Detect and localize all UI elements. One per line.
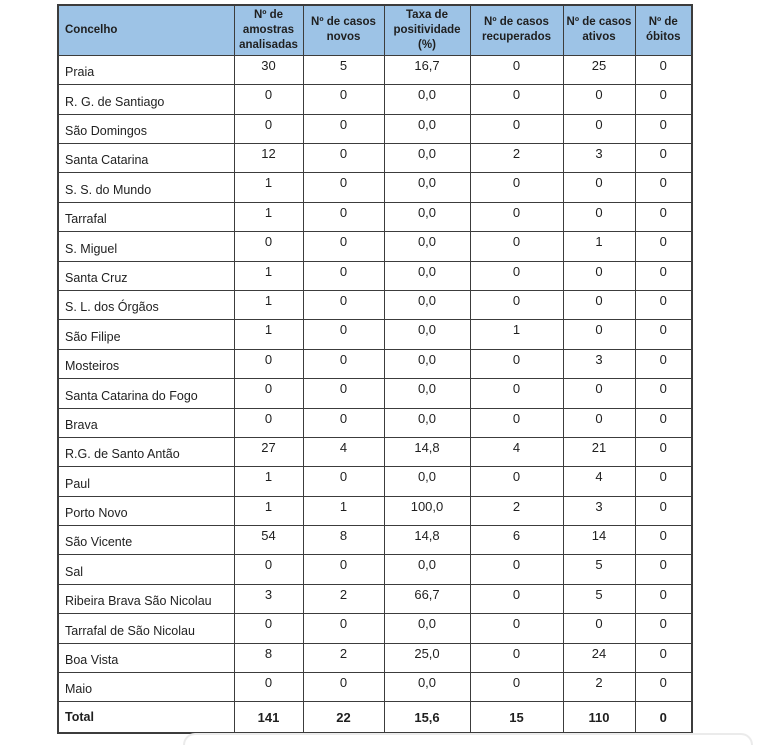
value-cell: 4	[470, 437, 563, 466]
value-cell: 1	[563, 232, 635, 261]
column-header-5: Nº de casos ativos	[563, 5, 635, 55]
value-cell: 0	[635, 643, 692, 672]
value-cell: 25	[563, 55, 635, 84]
value-cell: 3	[234, 584, 303, 613]
value-cell: 0	[303, 173, 384, 202]
value-cell: 0	[635, 467, 692, 496]
value-cell: 0	[470, 290, 563, 319]
value-cell: 14,8	[384, 526, 470, 555]
value-cell: 0	[563, 379, 635, 408]
value-cell: 0	[470, 643, 563, 672]
value-cell: 6	[470, 526, 563, 555]
value-cell: 0,0	[384, 379, 470, 408]
value-cell: 8	[303, 526, 384, 555]
value-cell: 0	[470, 85, 563, 114]
table-row	[58, 408, 692, 437]
value-cell: 0,0	[384, 555, 470, 584]
value-cell: 0	[563, 320, 635, 349]
table-body	[58, 55, 692, 733]
concelho-cell: São Filipe	[58, 320, 234, 349]
table-row	[58, 643, 692, 672]
table-row	[58, 496, 692, 525]
value-cell: 0	[470, 584, 563, 613]
value-cell: 4	[303, 437, 384, 466]
concelho-cell: Porto Novo	[58, 496, 234, 525]
value-cell: 0	[470, 232, 563, 261]
concelho-cell: Brava	[58, 408, 234, 437]
value-cell: 0	[303, 85, 384, 114]
value-cell: 0	[234, 408, 303, 437]
value-cell: 0	[635, 55, 692, 84]
table-row	[58, 349, 692, 378]
value-cell: 0	[303, 349, 384, 378]
value-cell: 21	[563, 437, 635, 466]
value-cell: 2	[303, 584, 384, 613]
concelho-cell: Maio	[58, 673, 234, 702]
concelho-cell: Praia	[58, 55, 234, 84]
value-cell: 0,0	[384, 114, 470, 143]
value-cell: 1	[234, 173, 303, 202]
value-cell: 0	[635, 202, 692, 231]
value-cell: 1	[234, 320, 303, 349]
concelho-cell: Total	[58, 702, 234, 733]
value-cell: 14	[563, 526, 635, 555]
value-cell: 0,0	[384, 349, 470, 378]
value-cell: 8	[234, 643, 303, 672]
column-header-0: Concelho	[58, 5, 234, 55]
value-cell: 0	[234, 114, 303, 143]
value-cell: 3	[563, 349, 635, 378]
column-header-2: Nº de casos novos	[303, 5, 384, 55]
column-header-6: Nº de óbitos	[635, 5, 692, 55]
value-cell: 0	[303, 614, 384, 643]
value-cell: 0,0	[384, 320, 470, 349]
value-cell: 30	[234, 55, 303, 84]
value-cell: 1	[234, 202, 303, 231]
concelho-cell: Santa Catarina do Fogo	[58, 379, 234, 408]
value-cell: 16,7	[384, 55, 470, 84]
value-cell: 0	[635, 349, 692, 378]
value-cell: 0	[635, 702, 692, 733]
table-row	[58, 379, 692, 408]
concelho-cell: S. L. dos Órgãos	[58, 290, 234, 319]
concelho-cell: Ribeira Brava São Nicolau	[58, 584, 234, 613]
table-row	[58, 261, 692, 290]
concelho-cell: Paul	[58, 467, 234, 496]
concelho-cell: Sal	[58, 555, 234, 584]
value-cell: 0,0	[384, 408, 470, 437]
value-cell: 0,0	[384, 143, 470, 172]
value-cell: 0,0	[384, 673, 470, 702]
value-cell: 0	[303, 555, 384, 584]
value-cell: 0	[234, 673, 303, 702]
table-row	[58, 290, 692, 319]
value-cell: 0	[470, 467, 563, 496]
value-cell: 0	[234, 555, 303, 584]
concelho-cell: S. Miguel	[58, 232, 234, 261]
value-cell: 0	[635, 584, 692, 613]
concelhos-table	[57, 4, 693, 734]
table-row	[58, 55, 692, 84]
concelho-cell: São Domingos	[58, 114, 234, 143]
value-cell: 0	[303, 408, 384, 437]
table-row	[58, 85, 692, 114]
value-cell: 0	[563, 114, 635, 143]
value-cell: 0	[303, 232, 384, 261]
value-cell: 5	[303, 55, 384, 84]
value-cell: 2	[470, 496, 563, 525]
value-cell: 0	[635, 232, 692, 261]
table-row	[58, 584, 692, 613]
page-card-edge	[183, 733, 753, 745]
value-cell: 0	[470, 173, 563, 202]
value-cell: 14,8	[384, 437, 470, 466]
value-cell: 0	[470, 379, 563, 408]
column-header-3: Taxa de positividade (%)	[384, 5, 470, 55]
value-cell: 66,7	[384, 584, 470, 613]
value-cell: 0	[234, 379, 303, 408]
value-cell: 0,0	[384, 261, 470, 290]
value-cell: 0	[234, 85, 303, 114]
value-cell: 0	[470, 114, 563, 143]
value-cell: 4	[563, 467, 635, 496]
value-cell: 0	[635, 408, 692, 437]
value-cell: 27	[234, 437, 303, 466]
value-cell: 0	[563, 408, 635, 437]
value-cell: 24	[563, 643, 635, 672]
value-cell: 0	[635, 320, 692, 349]
table-row	[58, 320, 692, 349]
table-row	[58, 467, 692, 496]
value-cell: 0	[563, 85, 635, 114]
value-cell: 0,0	[384, 290, 470, 319]
value-cell: 0	[563, 614, 635, 643]
table-row	[58, 673, 692, 702]
value-cell: 0	[635, 526, 692, 555]
value-cell: 0	[470, 261, 563, 290]
value-cell: 0	[563, 261, 635, 290]
value-cell: 2	[563, 673, 635, 702]
value-cell: 1	[470, 320, 563, 349]
table-row	[58, 437, 692, 466]
value-cell: 3	[563, 143, 635, 172]
value-cell: 0,0	[384, 202, 470, 231]
concelho-cell: R.G. de Santo Antão	[58, 437, 234, 466]
value-cell: 1	[234, 261, 303, 290]
value-cell: 0	[635, 673, 692, 702]
value-cell: 5	[563, 555, 635, 584]
value-cell: 1	[234, 496, 303, 525]
value-cell: 3	[563, 496, 635, 525]
value-cell: 0	[303, 261, 384, 290]
header-row	[58, 5, 692, 55]
value-cell: 0,0	[384, 232, 470, 261]
value-cell: 0	[470, 673, 563, 702]
value-cell: 0	[635, 290, 692, 319]
value-cell: 0	[635, 85, 692, 114]
value-cell: 0	[563, 290, 635, 319]
concelho-cell: Tarrafal de São Nicolau	[58, 614, 234, 643]
value-cell: 0	[635, 143, 692, 172]
value-cell: 2	[303, 643, 384, 672]
value-cell: 0	[470, 55, 563, 84]
table-container	[57, 4, 693, 734]
value-cell: 0	[635, 173, 692, 202]
concelho-cell: Santa Catarina	[58, 143, 234, 172]
value-cell: 1	[234, 467, 303, 496]
total-row	[58, 702, 692, 733]
concelho-cell: Tarrafal	[58, 202, 234, 231]
table-row	[58, 143, 692, 172]
table-row	[58, 232, 692, 261]
value-cell: 54	[234, 526, 303, 555]
concelho-cell: Mosteiros	[58, 349, 234, 378]
value-cell: 0	[470, 614, 563, 643]
table-row	[58, 114, 692, 143]
value-cell: 0	[635, 496, 692, 525]
value-cell: 110	[563, 702, 635, 733]
concelho-cell: S. S. do Mundo	[58, 173, 234, 202]
value-cell: 0	[635, 261, 692, 290]
value-cell: 141	[234, 702, 303, 733]
value-cell: 0,0	[384, 173, 470, 202]
concelho-cell: Santa Cruz	[58, 261, 234, 290]
table-row	[58, 173, 692, 202]
value-cell: 15,6	[384, 702, 470, 733]
value-cell: 0	[303, 673, 384, 702]
value-cell: 100,0	[384, 496, 470, 525]
value-cell: 0	[563, 173, 635, 202]
value-cell: 0	[635, 614, 692, 643]
value-cell: 0	[234, 232, 303, 261]
value-cell: 0	[303, 290, 384, 319]
value-cell: 0	[635, 114, 692, 143]
concelho-cell: R. G. de Santiago	[58, 85, 234, 114]
value-cell: 1	[303, 496, 384, 525]
value-cell: 0	[303, 143, 384, 172]
value-cell: 0	[470, 202, 563, 231]
value-cell: 12	[234, 143, 303, 172]
value-cell: 0	[470, 349, 563, 378]
value-cell: 0	[234, 349, 303, 378]
value-cell: 0,0	[384, 614, 470, 643]
value-cell: 0	[563, 202, 635, 231]
value-cell: 0,0	[384, 467, 470, 496]
value-cell: 0	[234, 614, 303, 643]
value-cell: 0	[635, 379, 692, 408]
concelho-cell: São Vicente	[58, 526, 234, 555]
value-cell: 15	[470, 702, 563, 733]
value-cell: 0	[635, 555, 692, 584]
value-cell: 5	[563, 584, 635, 613]
value-cell: 0	[303, 114, 384, 143]
value-cell: 0	[635, 437, 692, 466]
value-cell: 0	[303, 320, 384, 349]
table-row	[58, 614, 692, 643]
table-row	[58, 526, 692, 555]
concelho-cell: Boa Vista	[58, 643, 234, 672]
value-cell: 0	[470, 555, 563, 584]
value-cell: 22	[303, 702, 384, 733]
value-cell: 0	[303, 467, 384, 496]
value-cell: 0	[303, 379, 384, 408]
table-row	[58, 555, 692, 584]
table-row	[58, 202, 692, 231]
value-cell: 1	[234, 290, 303, 319]
value-cell: 0	[470, 408, 563, 437]
value-cell: 2	[470, 143, 563, 172]
column-header-4: Nº de casos recuperados	[470, 5, 563, 55]
value-cell: 0	[303, 202, 384, 231]
table-header	[58, 5, 692, 55]
column-header-1: Nº de amostras analisadas	[234, 5, 303, 55]
value-cell: 25,0	[384, 643, 470, 672]
value-cell: 0,0	[384, 85, 470, 114]
